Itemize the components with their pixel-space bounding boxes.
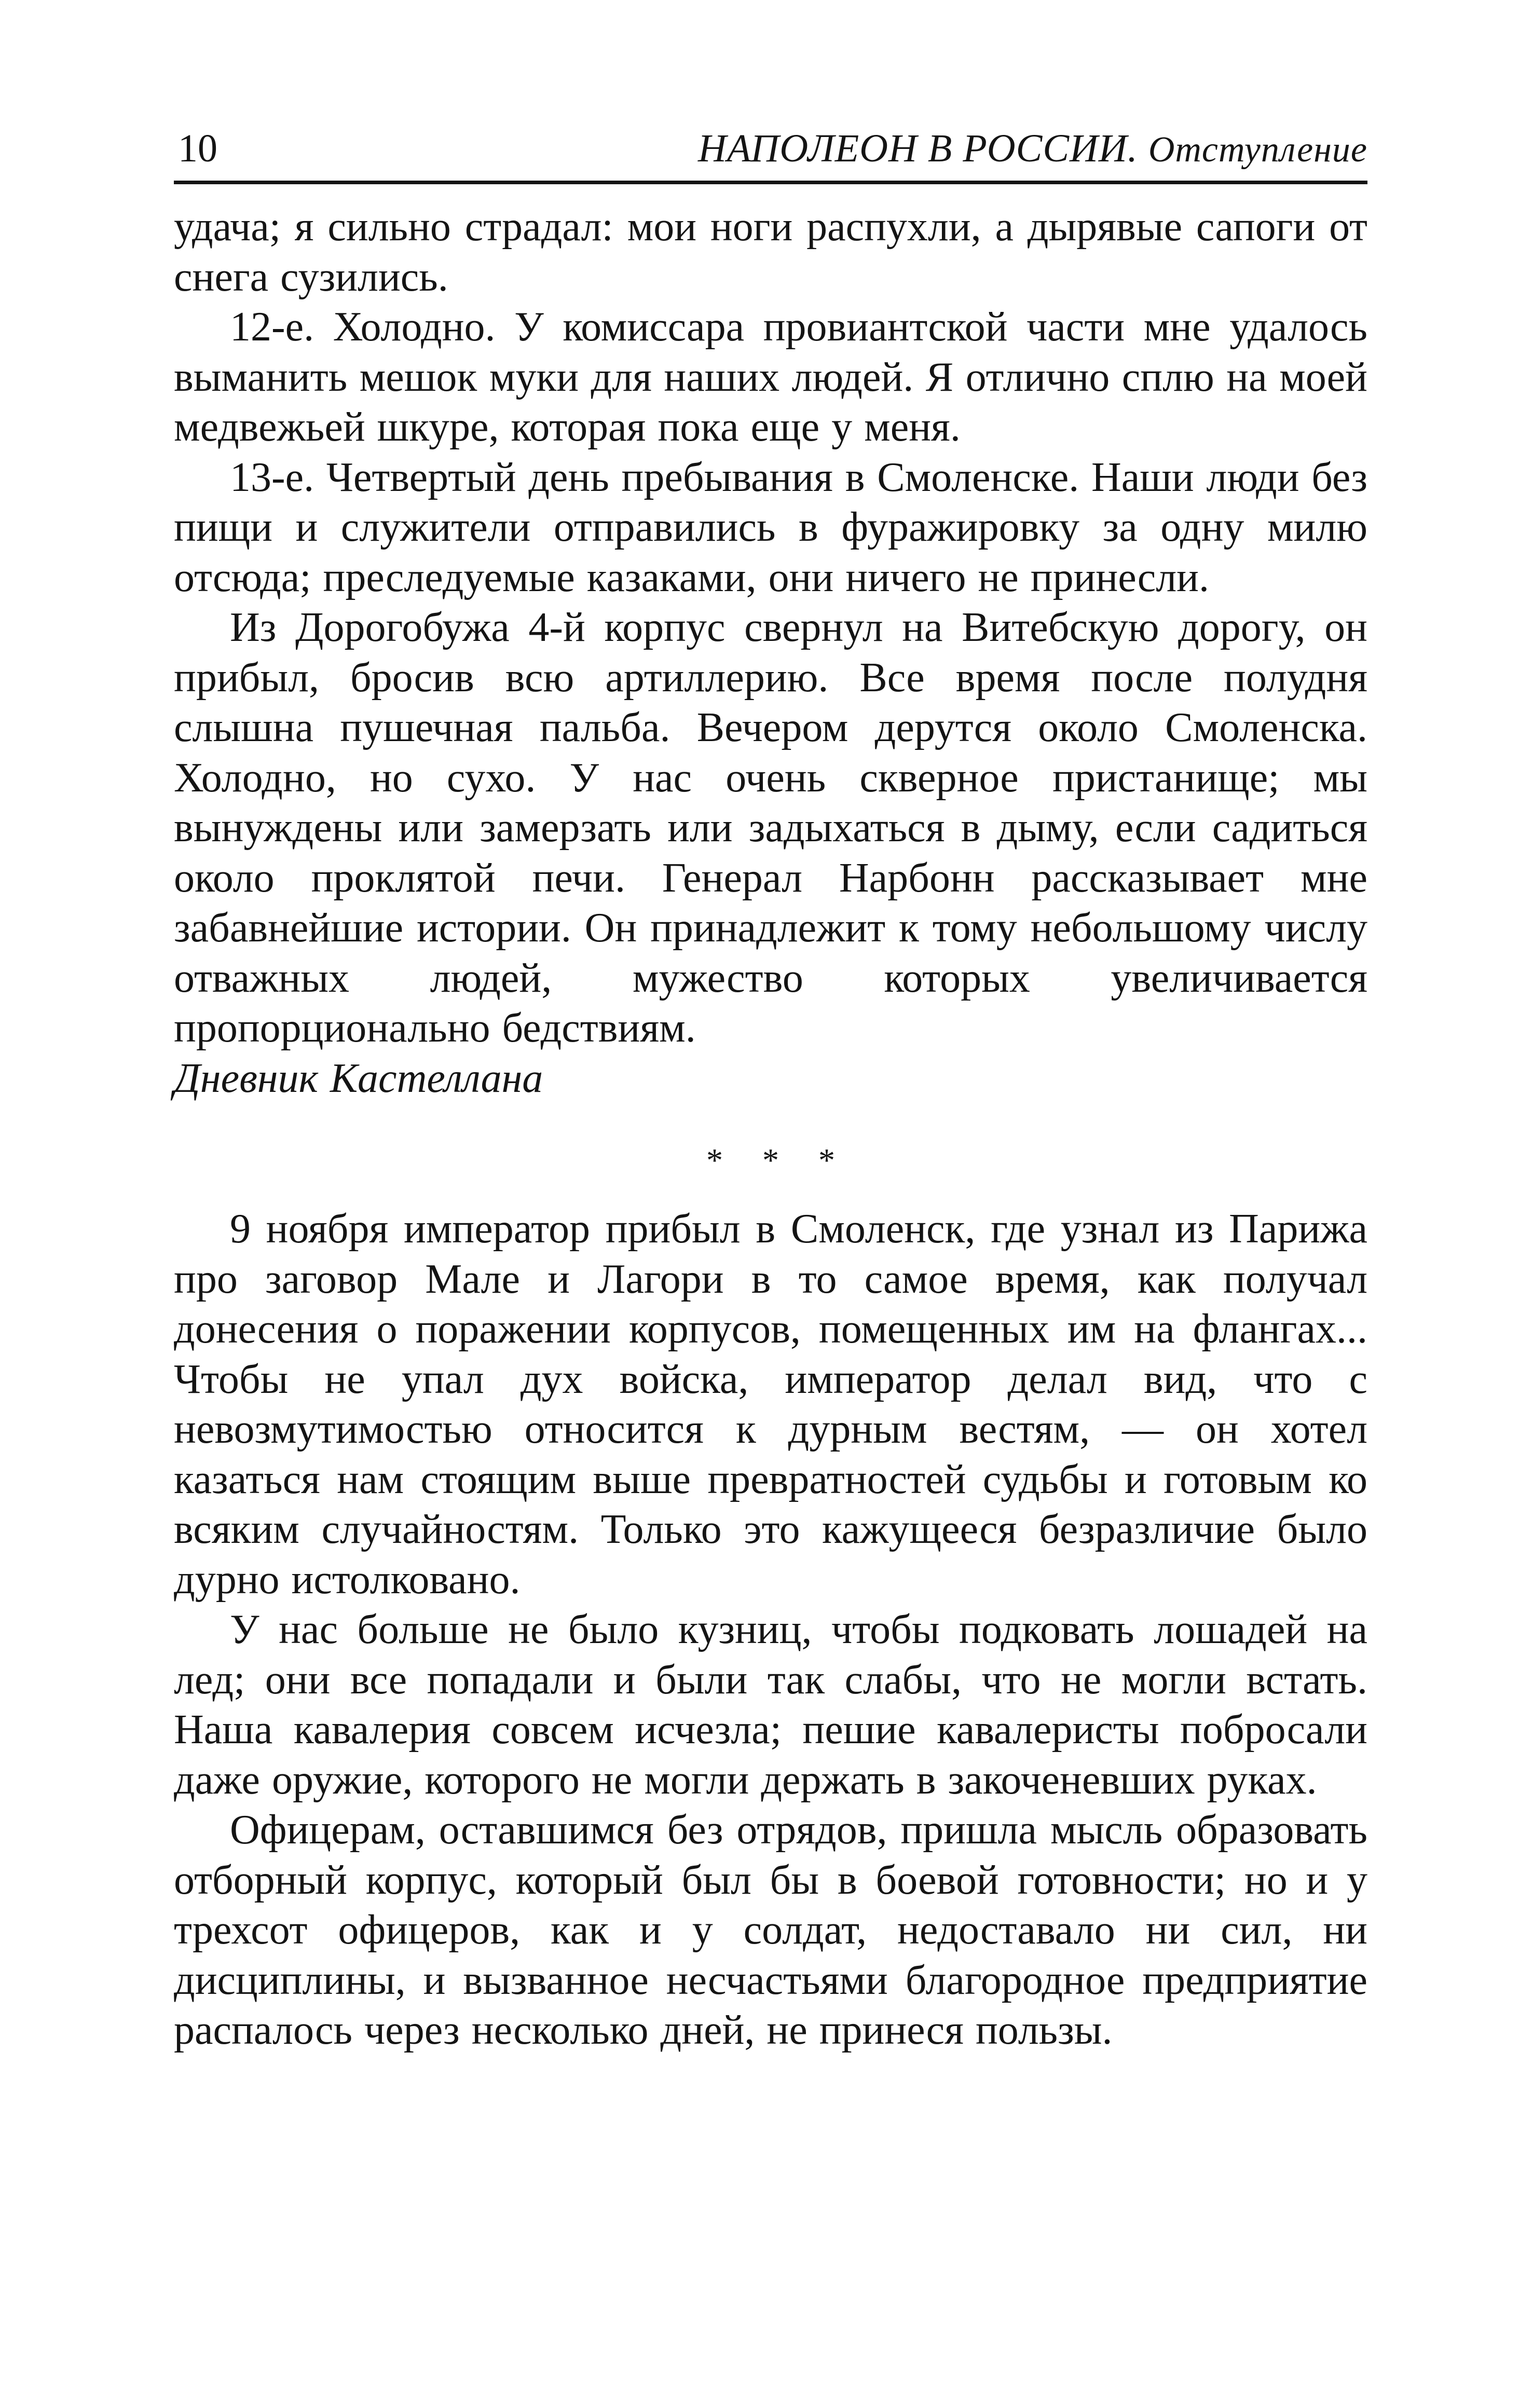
source-attribution: Дневник Кастеллана [174, 1055, 543, 1101]
paragraph: удача; я сильно страдал: мои ноги распухли, а дырявые сапоги от снега сузились. [174, 204, 1367, 300]
running-header [174, 119, 1367, 184]
section-title: Отступление [1148, 130, 1367, 170]
book-title: НАПОЛЕОН В РОССИИ. [697, 127, 1138, 170]
paragraph: 13-е. Четвертый день пребывания в Смоленске. Наши люди без пищи и служители отправились в фуражировку за одну милю отсюда; преследуемые казаками, они ничего не принесли. [174, 454, 1367, 600]
paragraph: У нас больше не было кузниц, чтобы подковать лошадей на лед; они все попадали и были так слабы, что не могли встать. Наша кавалерия совсем исчезла; пешие кавалеристы побросали даже оружие, которого не могли держать в закоченевших руках. [174, 1607, 1367, 1803]
section-divider: * * * [706, 1142, 851, 1179]
running-title [698, 129, 1367, 168]
paragraph: Офицерам, оставшимся без отрядов, пришла мысль образовать отборный корпус, который был бы в боевой готовности; но и у трехсот офицеров, как и у солдат, недоставало ни сил, ни дисциплины, и вызванное несчастьями благородное предприятие распалось через несколько дней, не принеся пользы. [174, 1807, 1367, 2053]
paragraph: 12-е. Холодно. У комиссара провиантской части мне удалось выманить мешок муки для наших людей. Я отлично сплю на моей медвежьей шкуре, которая пока еще у меня. [174, 304, 1367, 450]
paragraph: Из Дорогобужа 4-й корпус свернул на Витебскую дорогу, он прибыл, бросив всю артиллерию. Все время после полудня слышна пушечная пальба. Вечером дерутся около Смоленска. Холодно, но сухо. У нас очень скверное пристанище; мы вынуждены или замерзать или задыхаться в дыму, если садиться около проклятой печи. Генерал Нарбонн рассказывает мне забавнейшие истории. Он принадлежит к тому небольшому числу отважных людей, мужество которых увеличивается пропорционально бедствиям. [174, 605, 1367, 1051]
book-page [174, 119, 1367, 2056]
page-body [174, 202, 1367, 2056]
paragraph: 9 ноября император прибыл в Смоленск, где узнал из Парижа про заговор Мале и Лагори в то самое время, как получал донесения о поражении корпусов, помещенных им на флангах... Чтобы не упал дух войска, император делал вид, что с невозмутимостью относится к дурным вестям, — он хотел казаться нам стоящим выше превратностей судьбы и готовым ко всяким случайностям. Только это кажущееся безразличие было дурно истолковано. [174, 1206, 1367, 1603]
page-number: 10 [178, 127, 217, 170]
